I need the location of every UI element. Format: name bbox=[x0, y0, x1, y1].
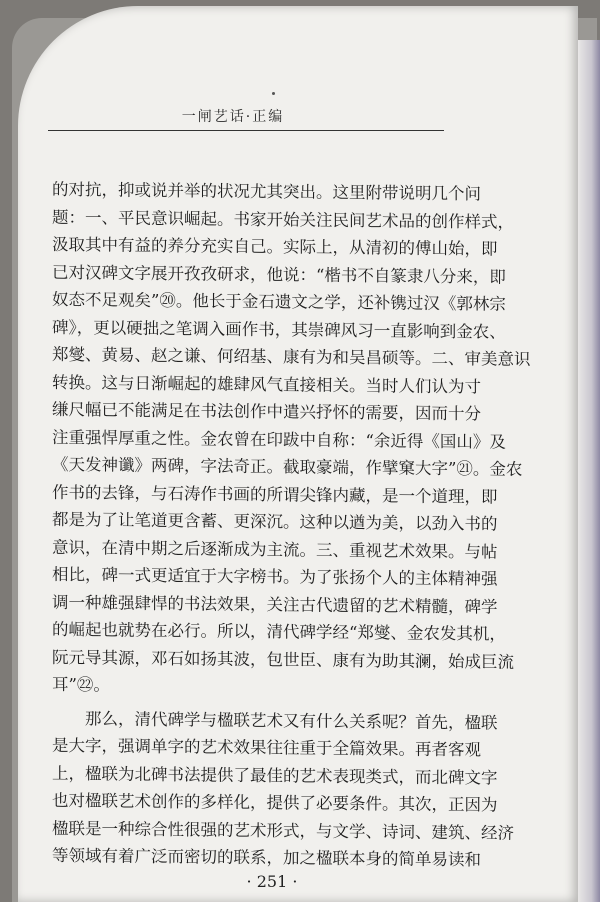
text-line: 题：一、平民意识崛起。书家开始关注民间艺术品的创作样式， bbox=[52, 207, 514, 232]
text-line: 等领域有着广泛而密切的联系，加之楹联本身的简单易读和 bbox=[52, 845, 481, 870]
text-line: 《天发神谶》两碑，字法奇正。截取豪端，作擘窠大字”㉑。金农 bbox=[52, 454, 523, 479]
text-line: 汲取其中有益的养分充实自己。实际上，从清初的傅山始，即 bbox=[52, 234, 498, 259]
header-dot bbox=[272, 92, 275, 95]
text-line: 意识，在清中期之后逐渐成为主流。三、重视艺术效果。与帖 bbox=[52, 537, 498, 562]
text-line: 郑燮、黄易、赵之谦、何绍基、康有为和吴昌硕等。二、审美意识 bbox=[52, 344, 531, 369]
text-line: 相比，碑一式更适宜于大字榜书。为了张扬个人的主体精神强 bbox=[52, 564, 498, 589]
text-line: 作书的去锋，与石涛作书画的所谓尖锋内藏，是一个道理，即 bbox=[52, 482, 498, 507]
body-text bbox=[52, 176, 531, 874]
text-line: 上，楹联为北碑书法提供了最佳的艺术表现类式，而北碑文字 bbox=[52, 763, 498, 788]
running-header: 一闸艺话·正编 bbox=[181, 109, 285, 125]
text-line: 的崛起也就势在必行。所以，清代碑学经“郑燮、金农发其机， bbox=[52, 619, 506, 644]
text-line: 也对楹联艺术创作的多样化，提供了必要条件。其次，正因为 bbox=[52, 790, 498, 815]
text-line: 都是为了让笔道更含蓄、更深沉。这种以遒为美，以劲入书的 bbox=[52, 509, 498, 534]
text-line: 奴态不足观矣”⑳。他长于金石遗文之学，还补镌过汉《郭林宗 bbox=[52, 289, 506, 314]
text-line: 缣尺幅已不能满足在书法创作中遣兴抒怀的需要，因而十分 bbox=[52, 399, 481, 424]
text-line: 那么，清代碑学与楹联艺术又有什么关系呢？首先，楹联 bbox=[85, 708, 498, 733]
page-number: · 251 · bbox=[246, 872, 298, 891]
text-line: 阮元导其源，邓石如扬其波，包世臣、康有为助其澜，始成巨流 bbox=[52, 647, 514, 672]
book-page bbox=[18, 6, 578, 902]
text-line: 已对汉碑文字展开孜孜研求，他说：“楷书不自篆隶八分来，即 bbox=[52, 262, 506, 287]
text-line: 转换。这与日渐崛起的雄肆风气直接相关。当时人们认为寸 bbox=[52, 372, 481, 396]
text-line: 碑》，更以硬拙之笔调入画作书，其崇碑风习一直影响到金农、 bbox=[52, 317, 506, 342]
header-rule bbox=[48, 130, 444, 131]
text-line: 耳”㉒。 bbox=[52, 674, 110, 695]
text-line: 是大字，强调单字的艺术效果往往重于全篇效果。再者客观 bbox=[52, 735, 481, 760]
text-line: 楹联是一种综合性很强的艺术形式，与文学、诗词、建筑、经济 bbox=[52, 818, 514, 843]
text-line: 调一种雄强肆悍的书法效果，关注古代遗留的艺术精髓，碑学 bbox=[52, 592, 498, 617]
text-line: 的对抗，抑或说并举的状况尤其突出。这里附带说明几个问 bbox=[52, 179, 481, 204]
text-line: 注重强悍厚重之性。金农曾在印跋中自称：“余近得《国山》及 bbox=[52, 427, 506, 452]
